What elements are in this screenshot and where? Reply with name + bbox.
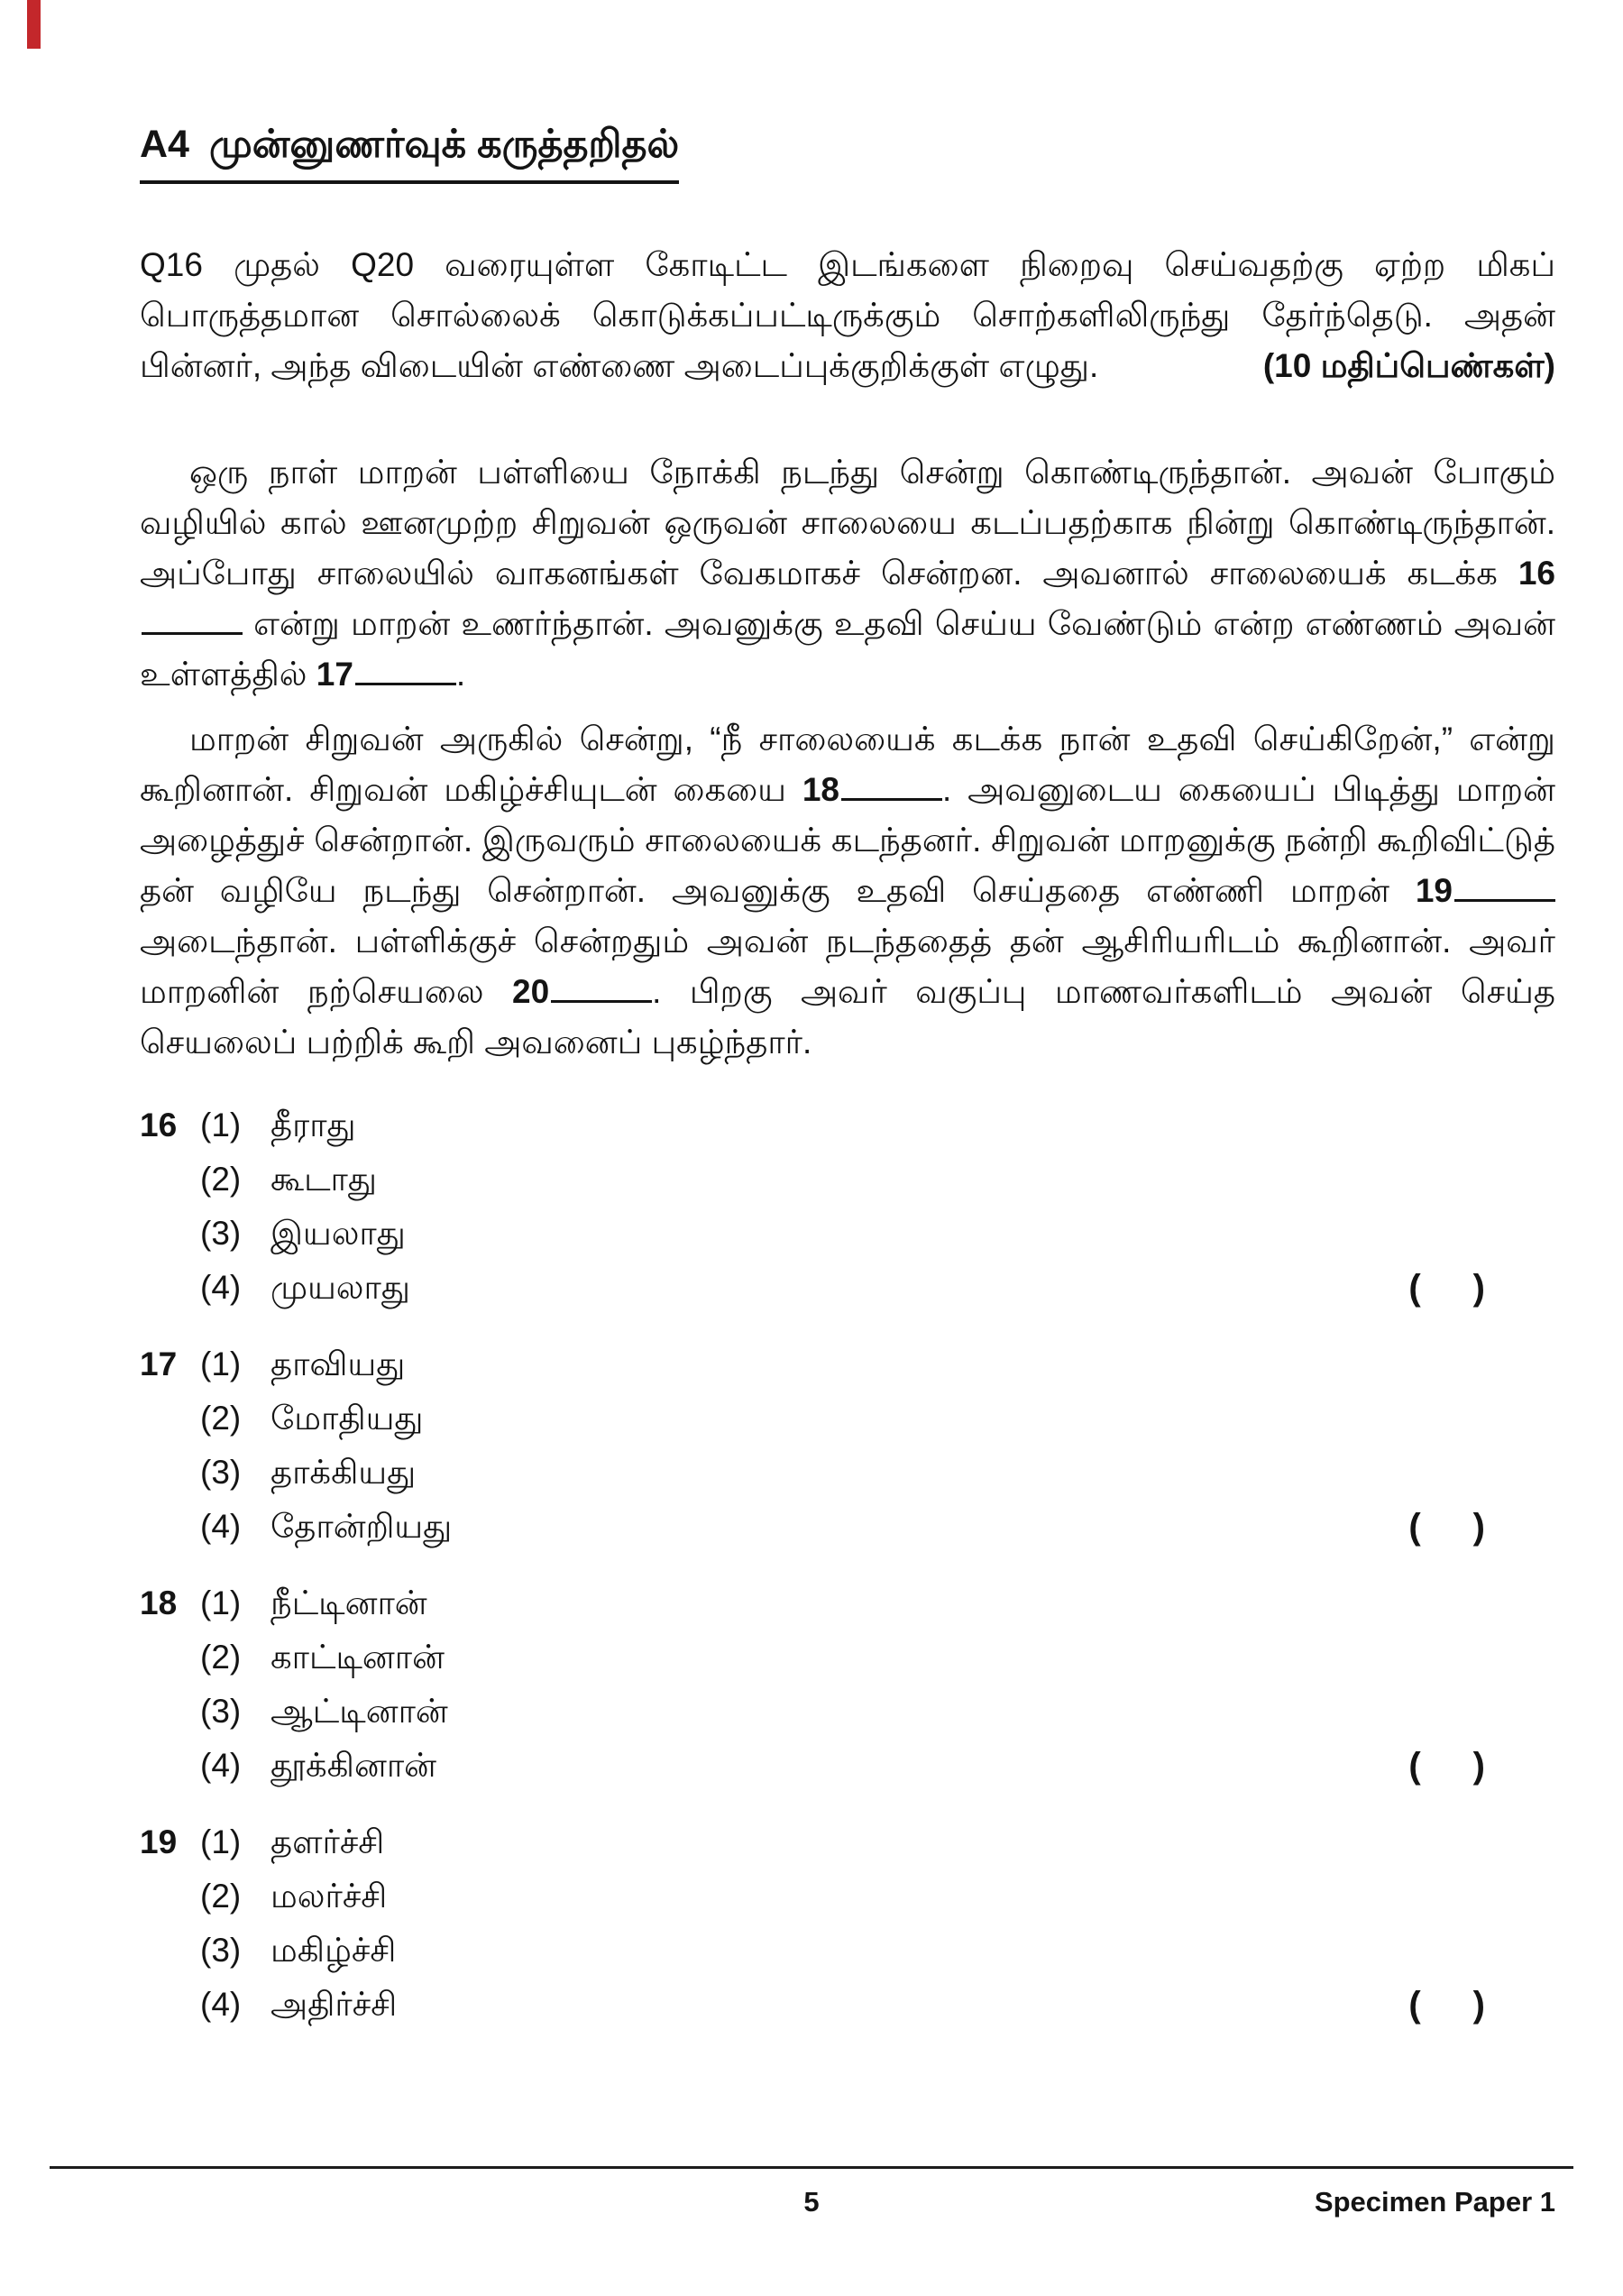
- blank-underline: [142, 629, 243, 635]
- blank-underline: [355, 680, 456, 685]
- question-17: [140, 1337, 1555, 1554]
- blank-20: [512, 973, 652, 1010]
- option-row: [140, 1739, 1555, 1793]
- option-row: [140, 1630, 1555, 1685]
- footer-divider: [50, 2166, 1573, 2169]
- option-label: மோதியது: [270, 1400, 424, 1437]
- page-number: 5: [803, 2186, 820, 2218]
- option-number: (1): [200, 1584, 242, 1621]
- blank-number: 16: [1518, 555, 1555, 592]
- option-number: (3): [200, 1693, 242, 1730]
- option-row: [140, 1576, 1555, 1630]
- option-number: (2): [200, 1639, 242, 1676]
- blank-16: [140, 555, 1555, 642]
- answer-brackets: [1408, 1500, 1485, 1554]
- blank-18: [802, 771, 942, 808]
- option-label: தீராது: [270, 1107, 356, 1143]
- option-row: [140, 1391, 1555, 1446]
- option-number: (1): [200, 1345, 242, 1382]
- blank-number: 19: [1415, 872, 1453, 909]
- option-number: (1): [200, 1823, 242, 1860]
- blank-underline: [551, 997, 652, 1003]
- option-label: மலர்ச்சி: [270, 1878, 388, 1915]
- option-row: [140, 1261, 1555, 1315]
- option-row: [140, 1685, 1555, 1739]
- question-number: 16: [140, 1107, 178, 1143]
- option-label: ஆட்டினான்: [270, 1693, 448, 1730]
- answer-brackets: [1408, 1739, 1485, 1793]
- marks-allocation: (10 மதிப்பெண்கள்): [1262, 347, 1555, 384]
- answer-brackets: [1408, 1978, 1485, 2032]
- option-row: [140, 1500, 1555, 1554]
- option-number: (3): [200, 1215, 242, 1252]
- section-heading: [140, 123, 679, 184]
- passage-paragraph: ஒரு நாள் மாறன் பள்ளியை நோக்கி நடந்து சென்று கொண்டிருந்தான். அவன் போகும் வழியில் கால் ஊனமுற்ற சிறுவன் ஒருவன் சாலையை கடப்பதற்காக நின்று கொண்டிருந்தான். அப்போது சாலையில் வாகனங்கள் வேகமாகச் சென்றன. அவனால் சாலையைக் கடக்க 16 என்று மாறன் உணர்ந்தான். அவனுக்கு உதவி செய்ய வேண்டும் என்ற எண்ணம் அவன் உள்ளத்தில் 17 .: [140, 454, 1555, 693]
- blank-17: [316, 656, 456, 693]
- option-label: கூடாது: [270, 1161, 377, 1198]
- answer-bracket-close: ): [1472, 1507, 1485, 1547]
- answer-bracket-open: (: [1408, 1746, 1421, 1786]
- option-label: தளர்ச்சி: [270, 1823, 385, 1860]
- answer-bracket-open: (: [1408, 1268, 1421, 1308]
- option-number: (2): [200, 1161, 242, 1198]
- option-number: (4): [200, 1747, 242, 1784]
- option-row: [140, 1153, 1555, 1207]
- answer-bracket-open: (: [1408, 1985, 1421, 2025]
- option-number: (3): [200, 1454, 242, 1491]
- option-label: தாவியது: [270, 1345, 406, 1382]
- question-19: [140, 1815, 1555, 2032]
- answer-bracket-close: ): [1472, 1268, 1485, 1308]
- option-label: தோன்றியது: [270, 1508, 453, 1545]
- instructions-paragraph: [140, 240, 1555, 391]
- option-row: [140, 1337, 1555, 1391]
- option-label: தூக்கினான்: [270, 1747, 437, 1784]
- answer-bracket-open: (: [1408, 1507, 1421, 1547]
- option-label: முயலாது: [270, 1269, 410, 1306]
- option-label: இயலாது: [270, 1215, 406, 1252]
- option-number: (3): [200, 1932, 242, 1969]
- paper-name: Specimen Paper 1: [1314, 2186, 1555, 2218]
- option-label: காட்டினான்: [270, 1639, 445, 1676]
- option-label: தாக்கியது: [270, 1454, 417, 1491]
- blank-underline: [841, 795, 942, 801]
- blank-number: 20: [512, 973, 550, 1010]
- option-row: [140, 1978, 1555, 2032]
- question-18: [140, 1576, 1555, 1793]
- question-number: 19: [140, 1823, 178, 1860]
- option-number: (4): [200, 1986, 242, 2023]
- question-number: 18: [140, 1584, 178, 1621]
- passage-paragraph: மாறன் சிறுவன் அருகில் சென்று, “நீ சாலையைக் கடக்க நான் உதவி செய்கிறேன்,” என்று கூறினான். சிறுவன் மகிழ்ச்சியுடன் கையை 18 . அவனுடைய கையைப் பிடித்து மாறன் அழைத்துச் சென்றான். இருவரும் சாலையைக் கடந்தனர். சிறுவன் மாறனுக்கு நன்றி கூறிவிட்டுத் தன் வழியே நடந்து சென்றான். அவனுக்கு உதவி செய்ததை எண்ணி மாறன் 19 அடைந்தான். பள்ளிக்குச் சென்றதும் அவன் நடந்ததைத் தன் ஆசிரியரிடம் கூறினான். அவர் மாறனின் நற்செயலை 20 . பிறகு அவர் வகுப்பு மாணவர்களிடம் அவன் செய்த செயலைப் பற்றிக் கூறி அவனைப் புகழ்ந்தார்.: [140, 721, 1555, 1061]
- option-row: [140, 1869, 1555, 1924]
- option-label: அதிர்ச்சி: [270, 1986, 398, 2023]
- option-row: [140, 1446, 1555, 1500]
- option-label: நீட்டினான்: [270, 1584, 427, 1621]
- blank-number: 18: [802, 771, 840, 808]
- option-number: (2): [200, 1400, 242, 1437]
- option-row: [140, 1924, 1555, 1978]
- blank-19: [1416, 872, 1555, 909]
- option-row: [140, 1098, 1555, 1153]
- option-number: (1): [200, 1107, 242, 1143]
- question-16: [140, 1098, 1555, 1315]
- blank-underline: [1454, 896, 1555, 902]
- option-number: (2): [200, 1878, 242, 1915]
- blank-number: 17: [316, 656, 353, 693]
- instructions-text: Q16 முதல் Q20 வரையுள்ள கோடிட்ட இடங்களை நிறைவு செய்வதற்கு ஏற்ற மிகப் பொருத்தமான சொல்லைக் கொடுக்கப்பட்டிருக்கும் சொற்களிலிருந்து தேர்ந்தெடு. அதன் பின்னர், அந்த விடையின் எண்ணை அடைப்புக்குறிக்குள் எழுது.: [140, 246, 1555, 384]
- option-row: [140, 1815, 1555, 1869]
- section-title: முன்னுணர்வுக் கருத்தறிதல்: [208, 123, 680, 166]
- option-number: (4): [200, 1508, 242, 1545]
- answer-brackets: [1408, 1261, 1485, 1315]
- section-code: A4: [140, 123, 189, 166]
- option-label: மகிழ்ச்சி: [270, 1932, 397, 1969]
- answer-bracket-close: ): [1472, 1985, 1485, 2025]
- answer-bracket-close: ): [1472, 1746, 1485, 1786]
- option-row: [140, 1207, 1555, 1261]
- question-number: 17: [140, 1345, 178, 1382]
- scan-edge-red-mark: [27, 0, 41, 49]
- option-number: (4): [200, 1269, 242, 1306]
